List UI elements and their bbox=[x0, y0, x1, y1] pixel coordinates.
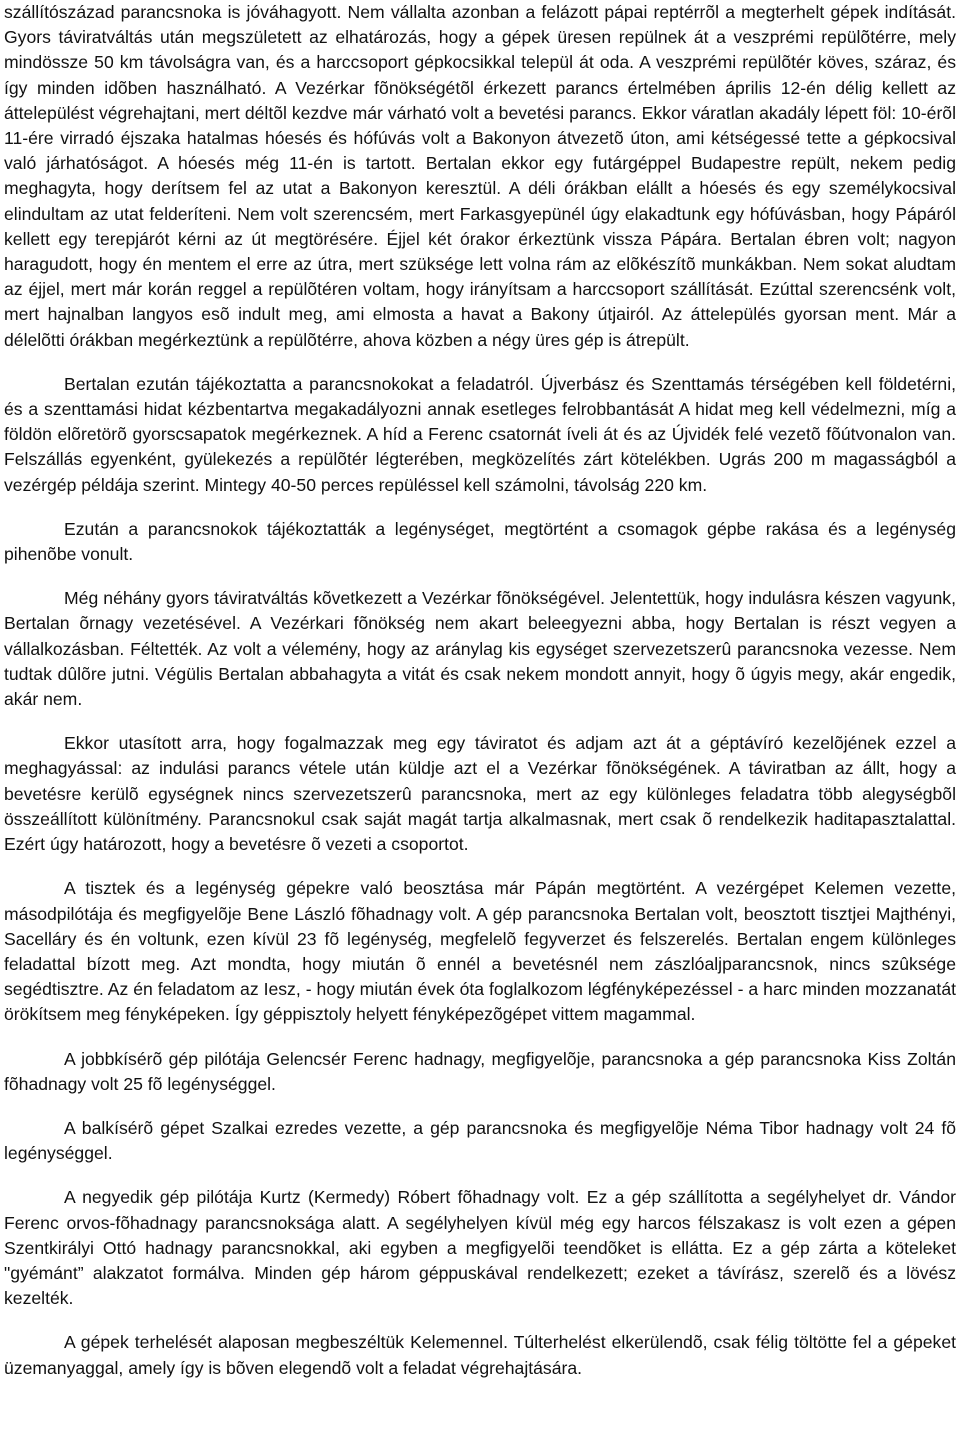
paragraph-10: A gépek terhelését alaposan megbeszéltük Kelemennel. Túlterhelést elkerülendõ, csak félig töltötte fel a gépeket üzemanyaggal, amely így is bõven elegendõ volt a feladat végrehajtására. bbox=[4, 1332, 956, 1378]
paragraph-7: A jobbkísérõ gép pilótája Gelencsér Ferenc hadnagy, megfigyelõje, parancsnoka a gép parancsnoka Kiss Zoltán fõhadnagy volt 25 fõ legénységgel. bbox=[4, 1048, 956, 1094]
paragraph-9: A negyedik gép pilótája Kurtz (Kermedy) Róbert fõhadnagy volt. Ez a gép szállította a segélyhelyet dr. Vándor Ferenc orvos-fõhadnagy parancsnoksága alatt. A segélyhelyen kívül még egy harcos félszakasz is volt ezen a gépen Szentkirályi Ottó hadnagy parancsnokkal, aki egyben a megfigyelõi teendõket is ellátta. Ez a gép zárta a köteleket "gyémánt” alakzatot formálva. Minden gép három géppuskával rendelkezett; ezeket a távírász, szerelõ és a lövész kezelték. bbox=[4, 1187, 956, 1309]
paragraph-2: Bertalan ezután tájékoztatta a parancsnokokat a feladatról. Újverbász és Szenttamás térségében kell földetérni, és a szenttamási hidat kézbentartva megakadályozni annak esetleges felrobbantását A hidat meg kell védelmezni, míg a földön elõretörõ gyorscsapatok megérkeznek. A híd a Ferenc csatornát íveli át és az Újvidék felé vezetõ fõútvonalon van. Felszállás egyenként, gyülekezés a repülõtér légterében, megközelítés zárt kötelékben. Ugrás 200 m magasságból a vezérgép példája szerint. Mintegy 40-50 perces repüléssel kell számolni, távolság 220 km. bbox=[4, 373, 956, 495]
paragraph-8: A balkísérõ gépet Szalkai ezredes vezette, a gép parancsnoka és megfigyelõje Néma Tibor hadnagy volt 24 fõ legénységgel. bbox=[4, 1117, 956, 1164]
paragraph-4: Még néhány gyors táviratváltás kõvetkezett a Vezérkar fõnökségével. Jelentettük, hogy indulásra készen vagyunk, Bertalan õrnagy vezetésével. A Vezérkari fõnökség nem akart beleegyezni abba, hogy Bertalan is részt vegyen a vállalkozásban. Féltették. Az volt a vélemény, hogy az aránylag kis egységet szervezetszerû parancsnoka vezesse. Nem tudtak dûlõre jutni. Végülis Bertalan abbahagyta a vitát és csak nekem mondott annyit, hogy õ úgyis megy, akár engedik, akár nem. bbox=[4, 588, 956, 710]
paragraph-5: Ekkor utasított arra, hogy fogalmazzak meg egy táviratot és adjam azt át a géptávíró kezelõjének ezzel a meghagyással: az indulási parancs vétele után küldje azt el a Vezérkar fõnökségének. A táviratban az állt, hogy a bevetésre kerülõ egységnek nincs szervezetszerû parancsnoka, mert az egy különleges feladatra több alegységbõl összeállított különítmény. Parancsnokul csak saját magát tartja alkalmasnak, mert csak õ rendelkezik haditapasztalattal. Ezért úgy határozott, hogy a bevetésre õ vezeti a csoportot. bbox=[4, 733, 956, 855]
paragraph-1: szállítószázad parancsnoka is jóváhagyott. Nem vállalta azonban a felázott pápai reptérrõl a megterhelt gépek indítását. Gyors táviratváltás után megszületett az elhatározás, hogy a gépek üresen repülnek át a veszprémi repülõtérre, mely mindössze 50 km távolságra van, és a harccsoport gépkocsikkal települ át oda. A veszprémi repülõtér köves, száraz, és így minden idõben használható. A Vezérkar fõnökségétõl érkezett parancs értelmében április 12-én délig kellett az áttelepülést végrehajtani, mert déltõl kezdve már várható volt a bevetési parancs. Ekkor váratlan akadály lépett föl: 10-érõl 11-ére virradó éjszaka hatalmas hóesés és hófúvás volt a Bakonyon átvezetõ úton, ami kétségessé tette a gépkocsival való járhatóságot. A hóesés még 11-én is tartott. Bertalan ekkor egy futárgéppel Budapestre repült, nekem pedig meghagyta, hogy derítsem fel az utat a Bakonyon keresztül. A déli órákban elállt a hóesés és egy személykocsival elindultam az utat felderíteni. Nem volt szerencsém, mert Farkasgyepünél úgy elakadtunk egy hófúvásban, hogy Pápáról kellett egy terepjárót kérni az út megtörésére. Éjjel két órakor érkeztünk vissza Pápára. Bertalan ébren volt; nagyon haragudott, hogy én mentem el erre az útra, mert szüksége lett volna rám az elõkészítõ munkákban. Nem sokat aludtam az éjjel, mert már korán reggel a repülõtéren voltam, hogy irányítsam a harccsoport szállítását. Ezúttal szerencsénk volt, mert hajnalban langyos esõ indult meg, ami elmosta a havat a Bakony útjairól. Az áttelepülés gyorsan ment. Már a délelõtti órákban megérkeztünk a repülõtérre, ahova közben a négy üres gép is átrepült. bbox=[4, 2, 956, 350]
document-page bbox=[4, 0, 956, 1381]
paragraph-3: Ezután a parancsnokok tájékoztatták a legénységet, megtörtént a csomagok gépbe rakása és a legénység pihenõbe vonult. bbox=[4, 518, 956, 565]
paragraph-6: A tisztek és a legénység gépekre való beosztása már Pápán megtörtént. A vezérgépet Kelemen vezette, másodpilótája és megfigyelõje Bene László fõhadnagy volt. A gép parancsnoka Bertalan volt, beosztott tisztjei Majthényi, Sacelláry és én voltunk, ezen kívül 23 fõ legénység, megfelelõ fegyverzet és felszerelés. Bertalan engem különleges feladattal bízott meg. Azt mondta, hogy miután õ ennél a bevetésnél nem zászlóaljparancsnok, nincs szûksége segédtisztre. Az én feladatom az Iesz, - hogy miután évek óta foglalkozom légfényképezéssel - a harc minden mozzanatát örökítsem meg fényképeken. Így géppisztoly helyett fényképezõgépet vittem magammal. bbox=[4, 878, 956, 1025]
